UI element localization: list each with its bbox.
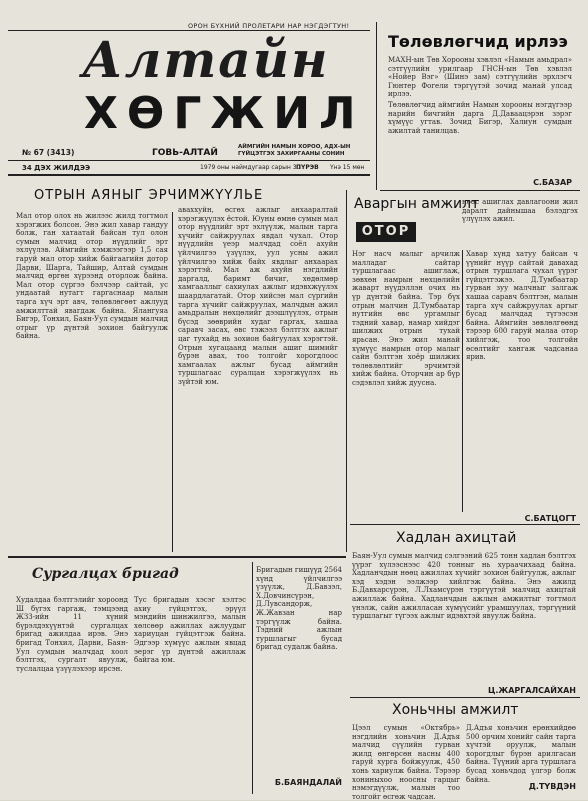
top-article-title: Төлөвлөгчид ирлээ (388, 32, 568, 51)
masthead-region: ГОВЬ-АЛТАЙ (152, 148, 218, 158)
bottom-left-byline: Б.БАЯНДАЛАЙ (274, 778, 342, 787)
bottom-right-title: Хоньчны амжилт (392, 702, 519, 718)
feature-intro: нөөс ашиглах давлагоони жил даралт дайнышаа бэлэдгэх үлүүлэх ажил. (462, 198, 578, 224)
bottom-left-title: Сургалцах бригад (32, 566, 179, 582)
bottom-left-col3: Бригадын гишүүд 2564 хүнд үйлчилгээ үзүүлж, Д.Бавзэл, Х.Довчинсүрэн, Д.Лувсандорж, Ж.Жавзан нар тэргүүлж байна. Тэдний ажлын туршлагыг бусад бригад судалж байна. (256, 566, 343, 652)
right-news-byline2: Ц.ЖАРГАЛСАЙХАН (487, 686, 576, 695)
masthead-title-script: Алтайн (82, 30, 330, 89)
bottom-right-col2: Д.Адъя хоньчин ерөнхийдөө 500 орчим хонийг сайн тарга хүчтэй оруулж, малын хорогдлыг бүрэн арилгасан байна. Түүний арга туршлага бусад хоньчдод үлгэр болж байна. (466, 724, 576, 784)
masthead-slogan: ОРОН БҮХНИЙ ПРОЛЕТАРИ НАР НЭГДЭГТУН! (188, 22, 350, 30)
left-article-col2: аваххуйн, өсгөх ажлыг анхааралтай хэрэгжүүлэх ёстой. Юуны өмнө сумын мал отор нүүдлийг эрт эхлүүлж, малын тарга хүчийг сайжруулах явдал чухал. Отор нүүдлийн үеэр малчдад соёл ахуйн үйлчилгээ үзүүлэх, уул усны ажил үйлчилгээ хийж байх явдлыг анхаарах хэрэгтэй. Мал аж ахуйн нэгдлийн даргалд, баримт бичиг, хөдөлмөр хамгааллыг сахиулах ажлыг идэвхжүүлэх шаардлагатай. Отор хийсэн мал сүргийн тарга хүчийг сайжруулах, малчдын ажил амьдралын нөхцөлийг дээшлүүлэх, отрын бүсэд зөөврийн худаг гаргах, хашаа саравч засах, өвс тэжээл бэлтгэх ажлыг цаг тухайд нь зохион байгуулах хэрэгтэй. Отрын хугацаанд малын ашиг шимийг бүрэн авах, тоо толгойг хорогдлоос хамгаалах ажлыг бусад аймгийн туршлагаас суралцан хэрэгжүүлэх нь зүйтэй юм. (178, 206, 338, 386)
feature-kicker: Аваргын амжилт (354, 196, 480, 212)
top-article-paragraph: МАХН-ын Төв Хорооны хэвлэл «Намын амьдрал» сэтгүүлийн урилгаар ГНСН-ын Төв хэвлэл «Нойер Вэг» (Шинэ зам) сэтгүүлийн эрхлэгч Гюнтер Фогели тэргүүтэй зочид манай улсад ирлээ. (388, 56, 572, 99)
top-article-paragraph: Төлөвлөгчид аймгийн Намын хорооны нэгдүгээр нарийн бичгийн дарга Д.Даваацэрэн зэрэг хүмүүс угтав. Зочид Бигэр, Халиун сумдын ажилтай танилцав. (388, 100, 572, 135)
masthead-issue: № 67 (3413) (22, 148, 75, 157)
right-news-title: Хадлан ахицтай (396, 530, 517, 546)
feature-badge: ОТОР (356, 222, 416, 242)
bottom-left-col2: Тус бригадын хэсэг хэлтэс ахиу гүйцэтгэх, эрүүл мэндийн шинжилгээ, малын хөлсөөр ажиллах ажлуудыг хариуцан гүйцэтгэж байна. Эдгээр хүмүүс ажлын явцад эерэг үр дүнтэй ажиллаж байгаа юм. (134, 596, 246, 665)
masthead-weekday: ПҮРЭВ (296, 164, 319, 171)
masthead-date: 1979 оны наймдугаар сарын 30 (200, 164, 301, 171)
bottom-left-col1: Худалдаа бэлтгэлийг хороонд Ш бүгэх гаргаж, тэмцээнд ЖЗЗ-ийн 11 хүний бүрэлдэхүүнтэй сургалцах бригад ажилдаа ирэв. Энэ бригад Тонхил, Дарви, Баян-Уул сумдын малчдад хоол бэлтгэх, сургалт явуулж, туслалцаа үзүүлэхээр ирсэн. (16, 596, 128, 673)
left-article-col1: Мал отор олох нь жилээс жилд тогтмол хэрэгжих болсон. Энэ жил хавар гандуу болж, ган хатаатай байсан тул олон сумын малчид отор нүүдлийг эрт эхлүүлэв. Аймгийн хэмжээгээр 1,5 сая гаруй мал отор хийж байгаагийн дотор Дарви, Шарга, Тайшир, Алтай сумдын малчид өргөн хүрээнд оторлож байна. Мал отор сүргээ бэлчээр сайтай, ус ундаатай нутагт гаргаснаар малын тарга хүч эрт авч, төлөвлөгөөт ажлууд амжилттай явагдаж байна. Ялангуяа Бигэр, Тонхил, Баян-Уул сумдын малчид отрыг үр дүнтэй зохион байгуулж байна. (16, 212, 168, 341)
right-news-byline1: С.БАТЦОГТ (524, 514, 576, 523)
masthead-title-bold: ХӨГЖИЛ (84, 88, 365, 139)
masthead-year: 34 ДЭХ ЖИЛДЭЭ (22, 164, 91, 172)
feature-col2: Хавар хүнд хатуу байсан ч үүнийг нүүр сайтай давахад отрын туршлага чухал үүрэг гүйцэтгэжээ. Д.Тумбаатар гурван зуу малчныг залгаж хашаа саравч бэлтгэн, малын тарга хүч сайжруулах аргыг бусад малчдад түгээсэн байна. Аймгийн зөвлөлгөөнд тэрээр 600 гаруй малаа отор хийлгэж, тоо толгойн өсөлтийг хангаж чадсанаа ярив. (466, 250, 578, 362)
masthead-price: Үнэ 15 мөн (330, 164, 365, 171)
right-news-text: Баян-Уул сумын малчид сэлгээний 625 тонн хадлан бэлтгэх үүрэг хүлээснээс 420 тонныг нь хураачихаад байна. Хадланчдын нөөц ажиллах хүчийг зохион байгуулж, ажлыг хэд хэдэн ээлжээр хийлгэж байна. Энэ ажилд Б.Давхарсүрэн, Л.Лхамсүрэн тэргүүтэй малчид ахицтай ажиллаж байна. Хадланчдын ажлын амжилтыг тогтмол үнэлж, сайн ажилласан хүмүүсийг урамшуулах, тэргүүний туршлагыг түгээх ажлыг идэвхтэй явуулж байна. (352, 552, 576, 621)
bottom-right-col1: Цээл сумын «Октябрь» нэгдлийн хоньчин Д.Адъя малчид сүүлийн гурван жилд өнгөрсөн насны 400 гаруй хурга бойжуулж, 450 хонь хариулж байна. Тэрээр хониныхоо ноосны гарцыг нэмэгдүүлж, малын тоо толгойг өсгөж чадсан. (352, 724, 460, 801)
masthead-publisher: АЙМГИЙН НАМЫН ХОРОО, АДХ-ЫН ГҮЙЦЭТГЭХ ЗАХИРГААНЫ СОНИН (238, 144, 351, 157)
top-article-byline: С.БАЗАР (533, 178, 572, 187)
top-article-text (388, 56, 572, 174)
left-article-title: ОТРЫН АЯНЫГ ЭРЧИМЖҮҮЛЬЕ (34, 188, 264, 203)
feature-col1: Нэг насч малыг арчилж малладаг сайтар туршлагаас ашиглаж, зөвхөн намрын нөхцөлийн жаварт нүүдэллэн очих нь үр дүнтэй байна. Тэр бүх отрын малчин Д.Тумбаатар нутгийн өвс ургамлыг тэдний хавар, намар хийдэг шилжих отрын тухай ярьсан. Энэ жил манай хүмүүс намрын отор малыг сайн бэлтгэн хоёр шилжих төлөвлөлтийг эрчимтэй хийж байна. Оторчин ар бүр сэдэвлэл хийж дуусна. (352, 250, 460, 387)
bottom-right-byline: Д.ТҮВДЭН (528, 782, 576, 791)
